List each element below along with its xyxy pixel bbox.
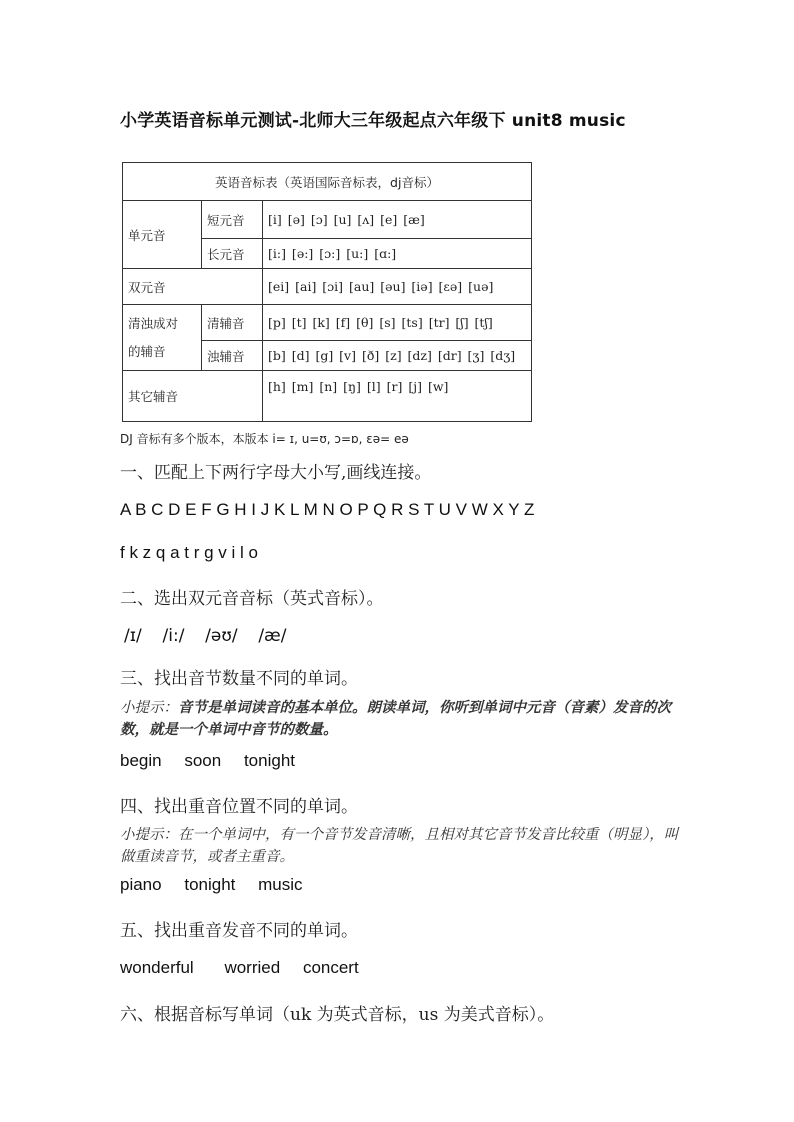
section-6-heading: 六、根据音标写单词（uk 为英式音标，us 为美式音标）。 <box>120 1005 555 1025</box>
symbols-voiceless: [p] [t] [k] [f] [θ] [s] [ts] [tr] [ʃ] [tʃ] <box>263 305 532 341</box>
symbols-short-vowel: [i] [ə] [ɔ] [u] [ʌ] [e] [æ] <box>263 201 532 239</box>
symbols-voiced: [b] [d] [g] [v] [ð] [z] [dz] [dr] [ʒ] [dʒ] <box>263 341 532 371</box>
ipa-option: /ɪ/ <box>124 626 142 646</box>
section-3-words <box>120 751 295 771</box>
group-other-consonant: 其它辅音 <box>123 371 263 422</box>
symbols-other-consonant: [h] [m] [n] [ŋ] [l] [r] [j] [w] <box>263 371 532 422</box>
group-diphthong: 双元音 <box>123 269 263 305</box>
sub-short-vowel: 短元音 <box>202 201 263 239</box>
section-5-heading: 五、找出重音发音不同的单词。 <box>120 921 358 941</box>
tip-text: 音节是单词读音的基本单位。朗读单词，你听到单词中元音（音素）发音的次数，就是一个单词中音节的数量。 <box>120 699 671 738</box>
word: tonight <box>243 751 295 770</box>
symbols-long-vowel: [i:] [ə:] [ɔ:] [u:] [ɑ:] <box>263 239 532 269</box>
ipa-option: /æ/ <box>258 626 287 646</box>
word: begin <box>120 751 162 770</box>
lowercase-letters: f k z q a t r g v i l o <box>120 543 258 562</box>
symbols-diphthong: [ei] [ai] [ɔi] [au] [əu] [iə] [ɛə] [uə] <box>263 269 532 305</box>
tip-text: 在一个单词中，有一个音节发音清晰，且相对其它音节发音比较重（明显），叫做重读音节，或者主重音。 <box>120 827 679 865</box>
word: worried <box>224 958 281 977</box>
word: piano <box>120 875 162 894</box>
group-monophthong: 单元音 <box>123 201 202 269</box>
ipa-option: /əʊ/ <box>205 626 238 646</box>
group-paired-consonant <box>123 305 202 371</box>
group-paired-line2: 的辅音 <box>128 343 166 359</box>
section-5-words <box>120 958 359 978</box>
section-4-words <box>120 875 303 895</box>
section-3-heading: 三、找出音节数量不同的单词。 <box>120 669 358 689</box>
word: concert <box>302 958 359 977</box>
ipa-chart-table <box>122 162 532 422</box>
sub-long-vowel: 长元音 <box>202 239 263 269</box>
section-4-tip <box>120 824 685 868</box>
tip-prefix: 小提示： <box>120 700 178 716</box>
ipa-options <box>124 626 302 646</box>
ipa-option: /i:/ <box>162 626 185 646</box>
tip-prefix: 小提示： <box>120 827 178 843</box>
word: soon <box>184 751 222 770</box>
word: wonderful <box>120 958 194 977</box>
section-2-heading: 二、选出双元音音标（英式音标）。 <box>120 589 384 609</box>
sub-voiceless: 清辅音 <box>202 305 263 341</box>
word: tonight <box>184 875 236 894</box>
page-title: 小学英语音标单元测试-北师大三年级起点六年级下 unit8 music <box>120 111 626 131</box>
sub-voiced: 浊辅音 <box>202 341 263 371</box>
group-paired-line1: 清浊成对 <box>128 315 179 331</box>
uppercase-letters: A B C D E F G H I J K L M N O P Q R S T U V W X Y Z <box>120 500 535 519</box>
table-note: DJ 音标有多个版本，本版本 i= ɪ, u=ʊ, ɔ=ɒ, ɛə= eə <box>120 432 409 446</box>
table-header: 英语音标表（英语国际音标表，dj音标） <box>123 163 532 201</box>
section-4-heading: 四、找出重音位置不同的单词。 <box>120 797 358 817</box>
word: music <box>258 875 303 894</box>
section-1-heading: 一、匹配上下两行字母大小写,画线连接。 <box>120 463 432 483</box>
section-3-tip <box>120 697 685 741</box>
